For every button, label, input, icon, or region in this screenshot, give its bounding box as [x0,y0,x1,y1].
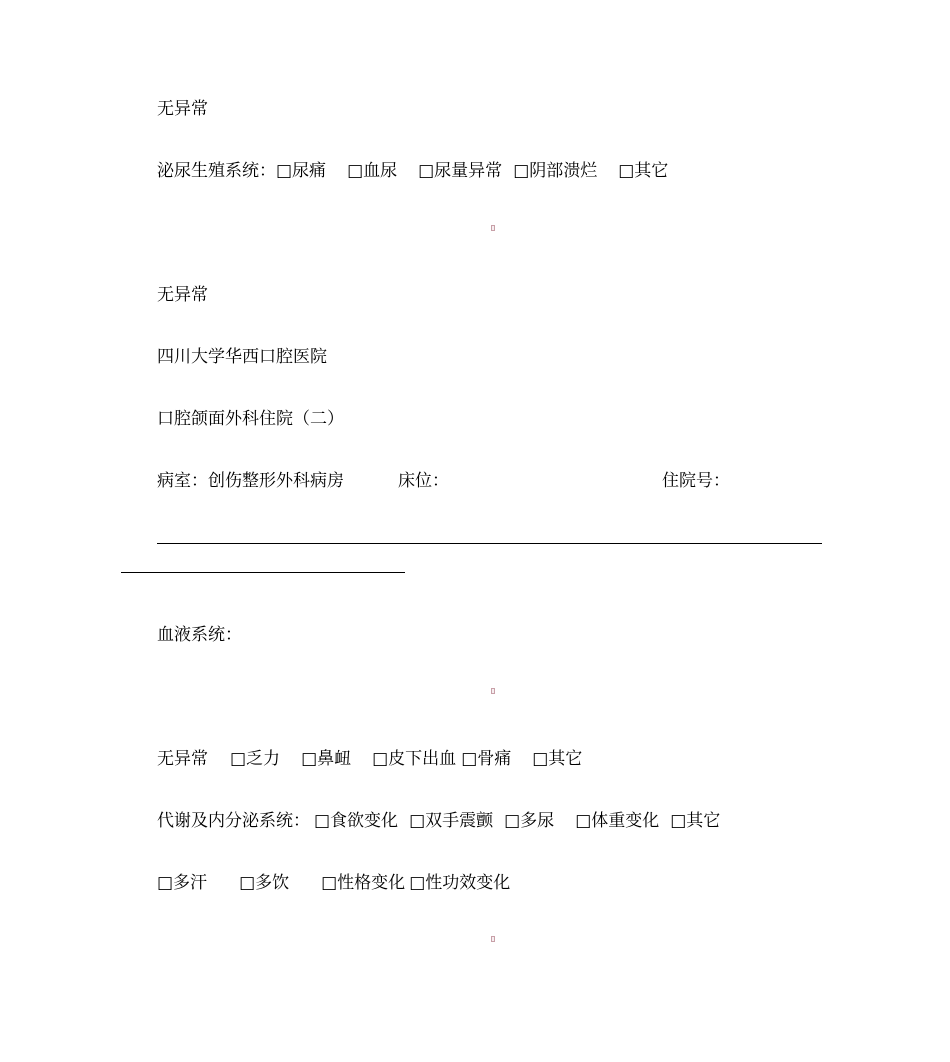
option-epistaxis: □鼻衄 [301,749,352,769]
option-other: □其它 [670,811,721,831]
endocrine-row [157,810,720,832]
option-bone-pain: □骨痛 [461,749,512,769]
underline-rule [157,543,822,544]
endocrine-label: 代谢及内分泌系统： [157,811,310,831]
option-hematuria: □血尿 [347,161,398,181]
option-other: □其它 [618,161,669,181]
endocrine-more-row [157,872,510,894]
option-genital-ulcer: □阴部溃烂 [513,161,598,181]
option-dysuria: □尿痛 [276,161,327,181]
option-appetite: □食欲变化 [314,811,399,831]
option-other: □其它 [532,749,583,769]
broken-image-icon [491,936,495,942]
blood-system-label: 血液系统： [157,625,242,645]
option-personality: □性格变化 [321,873,406,893]
admission-number-label: 住院号： [662,471,730,491]
no-abnormality-text: 无异常 [157,99,208,119]
option-bruising: □皮下出血 [372,749,457,769]
option-urine-volume: □尿量异常 [418,161,503,181]
broken-image-icon [491,688,495,694]
option-sweating: □多汗 [157,873,208,893]
option-weight: □体重变化 [575,811,660,831]
option-fatigue: □乏力 [230,749,281,769]
hospital-name: 四川大学华西口腔医院 [157,347,327,367]
no-abnormality-text: 无异常 [157,285,208,305]
underline-rule [121,572,405,573]
option-polydipsia: □多饮 [239,873,290,893]
option-tremor: □双手震颤 [409,811,494,831]
bed-label: 床位： [398,471,449,491]
broken-image-icon [491,225,495,231]
option-polyuria: □多尿 [504,811,555,831]
ward-label: 病室：创伤整形外科病房 [157,471,344,491]
urogenital-label: 泌尿生殖系统： [157,161,276,181]
option-sexual-function: □性功效变化 [409,873,511,893]
blood-options-row [157,748,582,770]
urogenital-row [157,160,668,182]
department-title: 口腔颌面外科住院（二） [157,409,344,429]
option-none: 无异常 [157,749,208,769]
